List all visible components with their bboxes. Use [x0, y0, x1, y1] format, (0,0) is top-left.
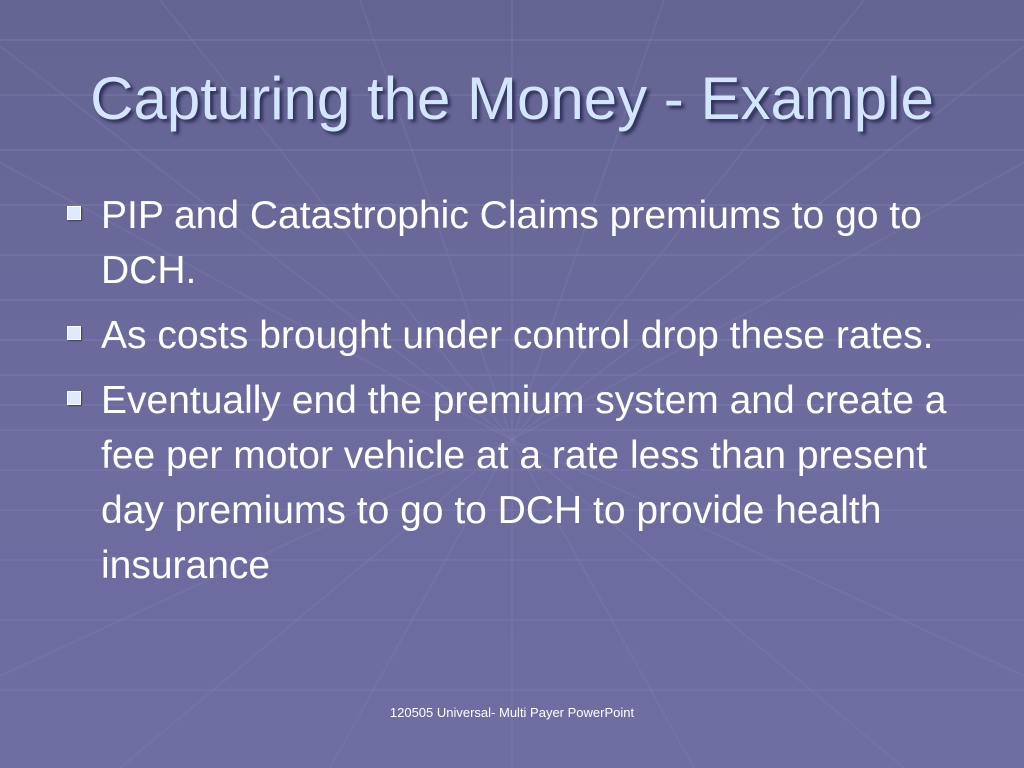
slide-footer: 120505 Universal- Multi Payer PowerPoint — [389, 705, 635, 720]
square-bullet-icon — [67, 391, 81, 405]
bullet-text: Eventually end the premium system and create a fee per motor vehicle at a rate less than present day premiums to go to DCH to provide health insurance — [101, 379, 947, 587]
bullet-item — [64, 188, 964, 298]
bullet-list — [64, 188, 964, 603]
bullet-text: PIP and Catastrophic Claims premiums to go to DCH. — [101, 194, 922, 292]
square-bullet-icon — [67, 206, 81, 220]
square-bullet-icon — [67, 326, 81, 340]
bullet-text: As costs brought under control drop these rates. — [101, 314, 934, 357]
slide-title: Capturing the Money - Example — [90, 65, 934, 132]
bullet-item — [64, 308, 964, 363]
bullet-item — [64, 373, 964, 593]
